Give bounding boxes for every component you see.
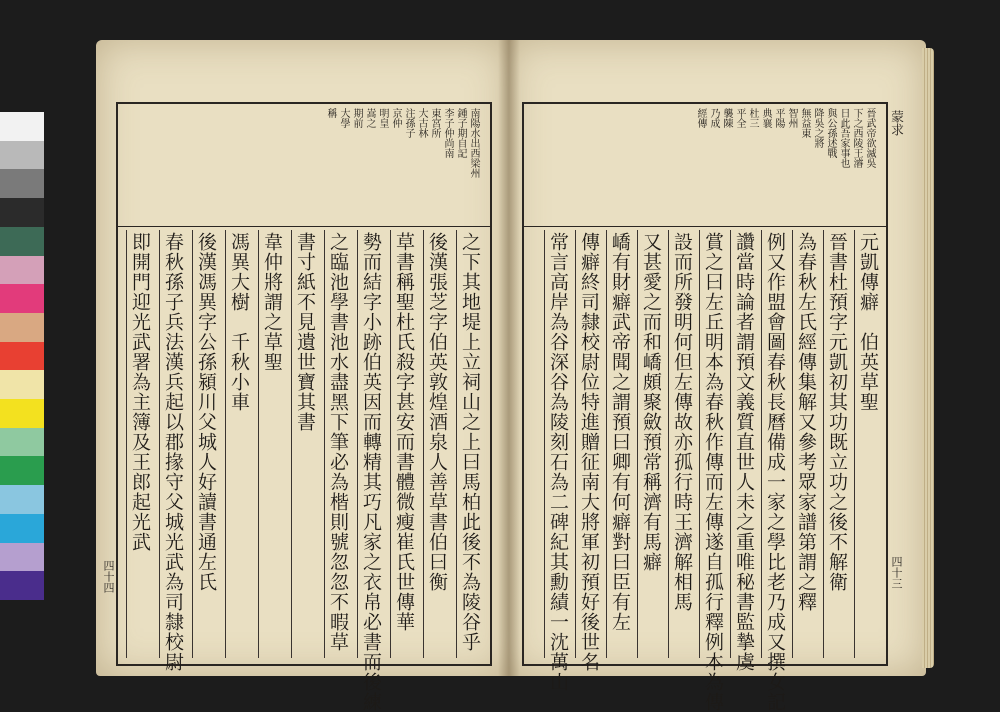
top-note: 經傳	[695, 108, 706, 128]
column-rule	[192, 230, 193, 658]
top-note: 南陽水出西梁州	[468, 108, 479, 178]
top-note: 東宮所	[429, 108, 440, 138]
column-rule	[730, 230, 731, 658]
column-rule	[423, 230, 424, 658]
left-divider	[116, 226, 491, 227]
top-note: 稱	[325, 108, 336, 118]
text-column: 書寸紙不見遺世寶其書	[294, 232, 316, 432]
text-column: 勢而結字小跡伯英因而轉精其巧凡家之衣帛必書而後練	[360, 232, 382, 712]
column-rule	[456, 230, 457, 658]
color-swatch	[0, 543, 44, 572]
column-rule	[575, 230, 576, 658]
left-folio: 四十四	[102, 560, 115, 593]
running-header: 蒙求	[888, 110, 903, 136]
text-column: 元凱傳癖 伯英草聖	[857, 232, 879, 412]
top-note: 嵩之	[364, 108, 375, 128]
open-book	[96, 40, 926, 712]
top-note: 乃成	[708, 108, 719, 128]
top-note: 平陽	[773, 108, 784, 128]
column-rule	[291, 230, 292, 658]
text-column: 常言高岸為谷深谷為陵刻石為二碑紀其勳績一沈萬山	[547, 232, 569, 692]
text-column: 後漢馮異字公孫潁川父城人好讀書通左氏	[195, 232, 217, 592]
top-note: 杜三	[747, 108, 758, 128]
column-rule	[699, 230, 700, 658]
text-column: 春秋孫子兵法漢兵起以郡掾守父城光武為司隸校尉	[162, 232, 184, 672]
column-rule	[761, 230, 762, 658]
top-note: 期前	[351, 108, 362, 128]
column-rule	[854, 230, 855, 658]
color-swatch	[0, 485, 44, 514]
color-swatch	[0, 227, 44, 256]
top-note: 下之西陵王濬	[851, 108, 862, 168]
text-column: 草書稱聖杜氏殺字甚安而書體微瘦崔氏世傳華	[393, 232, 415, 632]
text-column: 傳癖終司隸校尉位特進贈征南大將軍初預好後世名	[578, 232, 600, 672]
top-note: 平全	[734, 108, 745, 128]
text-column: 之下其地堤上立祠山之上曰馬柏此後不為陵谷乎	[459, 232, 481, 652]
color-swatch	[0, 342, 44, 371]
color-swatch	[0, 141, 44, 170]
text-column: 又甚愛之而和嶠頗聚斂預常稱濟有馬癖	[640, 232, 662, 572]
column-rule	[606, 230, 607, 658]
top-note: 大古林	[416, 108, 427, 138]
text-column: 馮異大樹 千秋小車	[228, 232, 250, 412]
column-rule	[159, 230, 160, 658]
color-swatch	[0, 313, 44, 342]
color-calibration-strip	[0, 112, 44, 600]
text-column: 設而所發明何但左傳故亦孤行時王濟解相馬	[671, 232, 693, 612]
left-page	[96, 40, 508, 712]
color-swatch	[0, 198, 44, 227]
text-column: 為春秋左氏經傳集解又參考眾家譜第謂之釋	[795, 232, 817, 612]
column-rule	[126, 230, 127, 658]
top-note: 襲陳	[721, 108, 732, 128]
right-divider	[522, 226, 887, 227]
page-edges	[922, 48, 934, 668]
text-column: 例又作盟會圖春秋長曆備成一家之學比老乃成又撰女記	[764, 232, 786, 712]
top-note: 無益東	[799, 108, 810, 138]
color-swatch	[0, 370, 44, 399]
top-note: 智州	[786, 108, 797, 128]
column-rule	[324, 230, 325, 658]
color-swatch	[0, 571, 44, 600]
column-rule	[258, 230, 259, 658]
text-column: 之臨池學書池水盡黑下筆必為楷則號忽忽不暇草	[327, 232, 349, 652]
text-column: 晉書杜預字元凱初其功既立功之後不解衛	[826, 232, 848, 592]
color-swatch	[0, 256, 44, 285]
color-swatch	[0, 428, 44, 457]
top-note: 李子仲尚南	[442, 108, 453, 158]
column-rule	[390, 230, 391, 658]
top-note: 明皇	[377, 108, 388, 128]
text-column: 即開門迎光武署為主簿及王郎起光武	[129, 232, 151, 552]
book-gutter	[498, 40, 520, 676]
color-swatch	[0, 514, 44, 543]
top-note: 降吳之將	[812, 108, 823, 148]
right-page	[508, 40, 926, 712]
text-column: 讚當時論者謂預文義質直世人未之重唯秘書監摯虞	[733, 232, 755, 672]
column-rule	[225, 230, 226, 658]
column-rule	[357, 230, 358, 658]
text-column: 韋仲將謂之草聖	[261, 232, 283, 372]
top-note: 典襄	[760, 108, 771, 128]
column-rule	[792, 230, 793, 658]
column-rule	[668, 230, 669, 658]
right-folio: 四十三	[890, 556, 903, 589]
text-column: 嶠有財癖武帝聞之謂預曰卿有何癖對曰臣有左	[609, 232, 631, 632]
text-column: 後漢張芝字伯英敦煌酒泉人善草書伯曰衡	[426, 232, 448, 592]
color-swatch	[0, 169, 44, 198]
color-swatch	[0, 456, 44, 485]
top-note: 鍾子期自記	[455, 108, 466, 158]
top-note: 晉武帝欲滅吳	[864, 108, 875, 168]
top-note: 京仲	[390, 108, 401, 128]
column-rule	[544, 230, 545, 658]
top-note: 與公孫述戰	[825, 108, 836, 158]
column-rule	[637, 230, 638, 658]
color-swatch	[0, 112, 44, 141]
text-column: 賞之曰左丘明本為春秋作傳而左傳遂自孤行釋例本為傳	[702, 232, 724, 712]
color-swatch	[0, 284, 44, 313]
top-note: 日此吾家事也	[838, 108, 849, 168]
top-note: 注孫子	[403, 108, 414, 138]
color-swatch	[0, 399, 44, 428]
top-note: 大學	[338, 108, 349, 128]
column-rule	[823, 230, 824, 658]
